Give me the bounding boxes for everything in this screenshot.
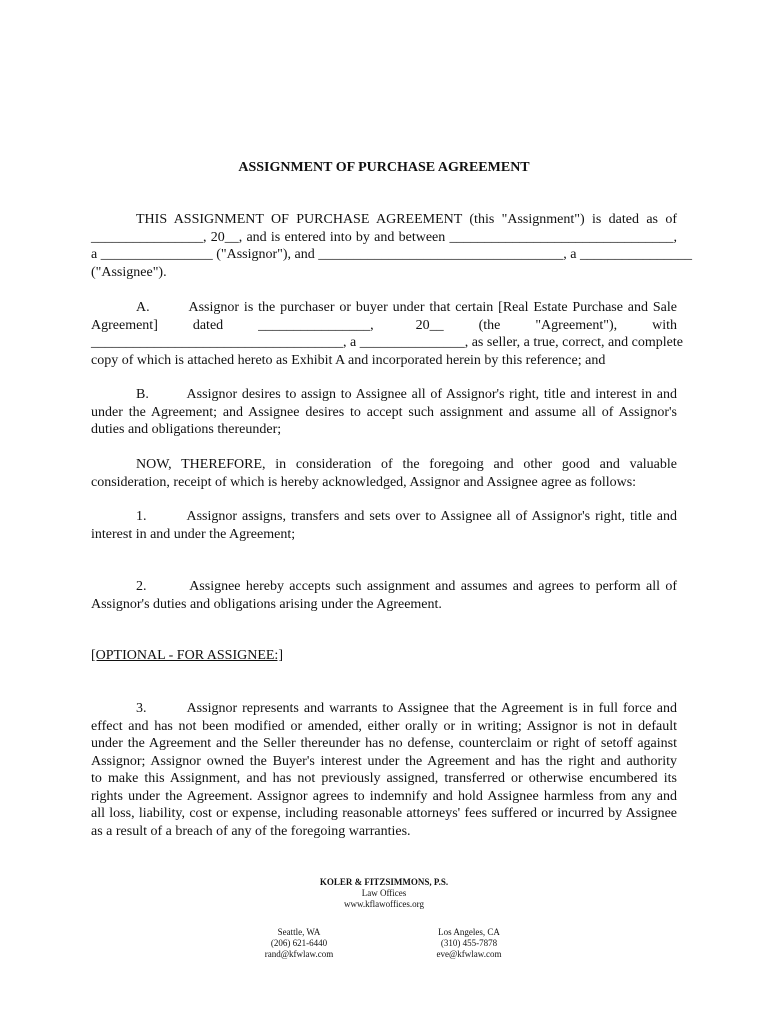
recital-a-line: ____________________________________, a _______________, as seller, a true, correct, and complete xyxy=(91,335,683,350)
intro-line: ("Assignee"). xyxy=(91,264,167,280)
office-email: eve@kfwlaw.com xyxy=(436,949,502,959)
recital-a-line: A. Assignor is the purchaser or buyer under that certain [Real Estate Purchase and Sale xyxy=(136,300,677,315)
now-therefore-line: NOW, THEREFORE, in consideration of the foregoing and other good and valuable xyxy=(136,457,677,472)
clause-3-line: Assignor; Assignor owned the Buyer's interest under the Agreement and has the right and authority xyxy=(91,753,677,769)
letterhead-footer xyxy=(0,877,768,960)
optional-heading: [OPTIONAL - FOR ASSIGNEE:] xyxy=(91,648,283,663)
now-therefore-paragraph xyxy=(91,456,677,491)
office-list xyxy=(0,927,768,960)
recital-a-line: copy of which is attached hereto as Exhibit A and incorporated herein by this reference; and xyxy=(91,352,606,368)
intro-line: ________________, 20__, and is entered into by and between ________________________________, xyxy=(91,229,677,245)
office-city: Los Angeles, CA xyxy=(438,927,500,937)
office-los-angeles xyxy=(414,927,524,960)
now-therefore-line: consideration, receipt of which is hereby acknowledged, Assignor and Assignee agree as follows: xyxy=(91,474,637,490)
clause-1-line: 1. Assignor assigns, transfers and sets over to Assignee all of Assignor's right, title and xyxy=(136,509,677,524)
clause-3-line: 3. Assignor represents and warrants to Assignee that the Agreement is in full force and xyxy=(136,701,677,716)
clause-1-line: interest in and under the Agreement; xyxy=(91,526,296,542)
firm-name: KOLER & FITZSIMMONS, P.S. xyxy=(319,877,449,887)
office-seattle xyxy=(244,927,354,960)
clause-2-line: Assignor's duties and obligations arising under the Agreement. xyxy=(91,596,442,612)
intro-line: a ________________ ("Assignor"), and ___________________________________, a ________________ xyxy=(91,247,692,262)
intro-paragraph xyxy=(91,211,692,281)
office-phone: (206) 621-6440 xyxy=(270,938,328,948)
clause-3-line: as a result of a breach of any of the foregoing warranties. xyxy=(91,823,411,839)
clause-2-paragraph xyxy=(91,578,677,613)
clause-3-line: to make this Assignment, and has not previously assigned, transferred or otherwise encumbered its xyxy=(91,771,677,786)
office-phone: (310) 455-7878 xyxy=(440,938,498,948)
document-title: ASSIGNMENT OF PURCHASE AGREEMENT xyxy=(238,160,530,175)
clause-3-line: all loss, liability, cost or expense, including reasonable attorneys' fees suffered or incurred by Assignee xyxy=(91,806,677,821)
recital-a-line: Agreement] dated ________________, 20__ (the "Agreement"), with xyxy=(91,317,677,333)
firm-website: www.kflawoffices.org xyxy=(343,899,425,909)
clause-3-line: effect and has not been modified or amended, either orally or in writing; Assignor is not in default xyxy=(91,718,677,734)
firm-subtitle: Law Offices xyxy=(361,888,407,898)
recital-b-line: under the Agreement; and Assignee desires to accept such assignment and assume all of Assignor's xyxy=(91,404,677,420)
clause-2-line: 2. Assignee hereby accepts such assignment and assumes and agrees to perform all of xyxy=(136,579,677,594)
clause-3-line: under the Agreement and the Seller thereunder has no defense, counterclaim or right of setoff against xyxy=(91,736,677,751)
recital-a-paragraph xyxy=(91,299,683,369)
intro-line: THIS ASSIGNMENT OF PURCHASE AGREEMENT (this "Assignment") is dated as of xyxy=(136,212,677,227)
office-city: Seattle, WA xyxy=(277,927,321,937)
clause-1-paragraph xyxy=(91,508,677,543)
clause-3-paragraph xyxy=(91,700,677,840)
recital-b-line: duties and obligations thereunder; xyxy=(91,422,282,437)
recital-b-paragraph xyxy=(91,386,677,439)
clause-3-line: rights under the Agreement. Assignor agrees to indemnify and hold Assignee harmless from any and xyxy=(91,788,677,804)
recital-b-line: B. Assignor desires to assign to Assignee all of Assignor's right, title and interest in and xyxy=(136,387,677,402)
office-email: rand@kfwlaw.com xyxy=(264,949,334,959)
